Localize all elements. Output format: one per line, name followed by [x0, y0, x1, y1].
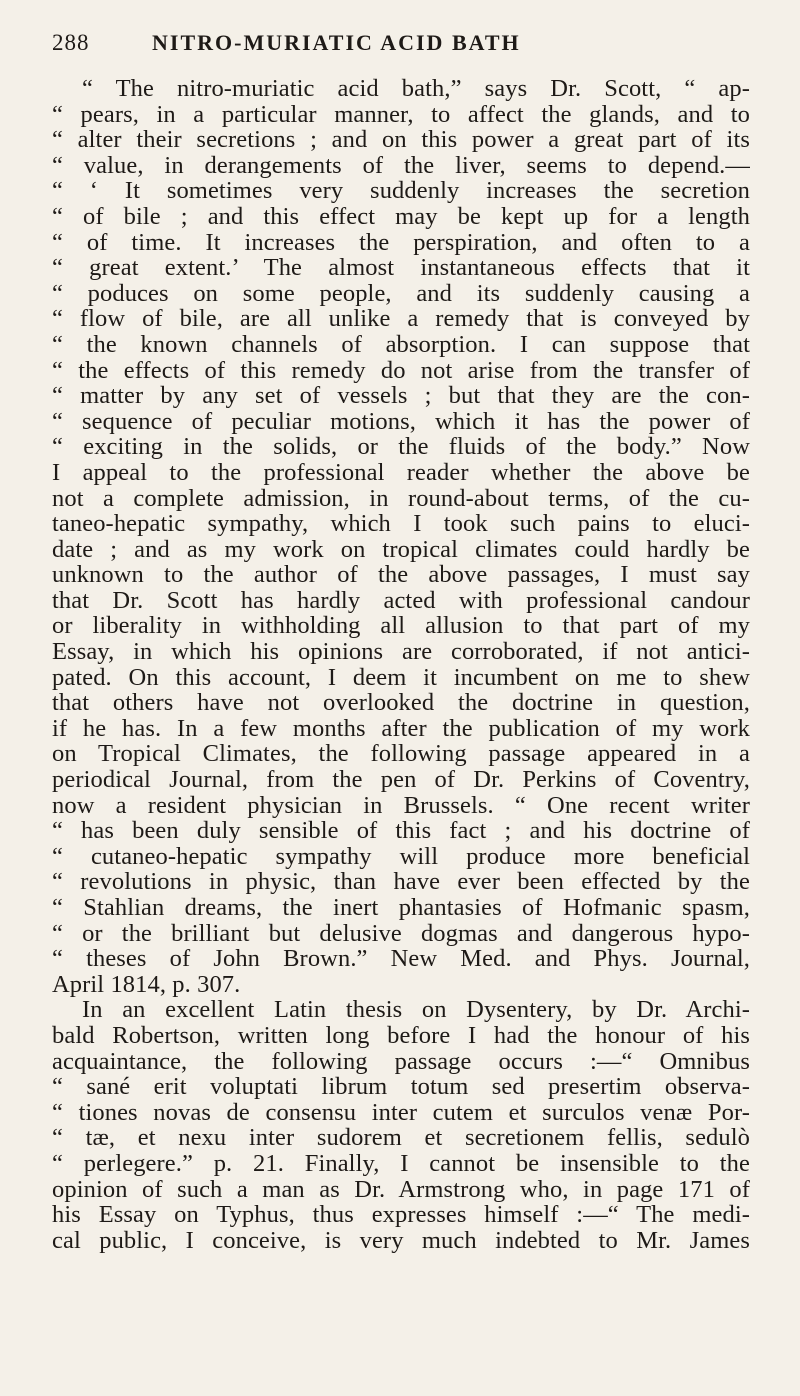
text-line: “ sané erit voluptati librum totum sed presertim observa- — [52, 1074, 750, 1100]
page-number: 288 — [52, 30, 90, 55]
text-line: “ cutaneo-hepatic sympathy will produce more beneficial — [52, 843, 750, 870]
text-line: acquaintance, the following passage occurs :—“ Omnibus — [52, 1048, 750, 1075]
text-line: now a resident physician in Brussels. “ One recent writer — [52, 792, 750, 819]
text-line: April 1814, p. 307. — [52, 971, 241, 998]
text-line: “ perlegere.” p. 21. Finally, I cannot be insensible to the — [52, 1150, 750, 1177]
text-line: unknown to the author of the above passages, I must say — [52, 562, 750, 588]
text-line: I appeal to the professional reader whether the above be — [52, 459, 750, 486]
text-line: periodical Journal, from the pen of Dr. Perkins of Coventry, — [52, 767, 750, 793]
text-line: “ flow of bile, are all unlike a remedy that is conveyed by — [52, 306, 750, 332]
text-line: cal public, I conceive, is very much indebted to Mr. James — [52, 1227, 750, 1254]
text-line: on Tropical Climates, the following passage appeared in a — [52, 741, 750, 768]
text-line: “ matter by any set of vessels ; but that they are the con- — [52, 383, 750, 409]
text-line: “ tiones novas de consensu inter cutem et surculos venæ Por- — [52, 1099, 750, 1126]
text-line: “ The nitro-muriatic acid bath,” says Dr. Scott, “ ap- — [82, 76, 750, 102]
text-line: “ sequence of peculiar motions, which it has the power of — [52, 408, 750, 435]
text-line: that Dr. Scott has hardly acted with professional candour — [52, 587, 750, 614]
text-line: “ pears, in a particular manner, to affect the glands, and to — [52, 101, 750, 128]
text-line: Essay, in which his opinions are corroborated, if not antici- — [52, 639, 750, 665]
text-line: “ alter their secretions ; and on this power a great part of its — [52, 127, 750, 153]
text-line: “ ‘ It sometimes very suddenly increases the secretion — [52, 178, 750, 204]
text-line: opinion of such a man as Dr. Armstrong who, in page 171 of — [52, 1176, 750, 1203]
text-line: In an excellent Latin thesis on Dysentery, by Dr. Archi- — [82, 997, 750, 1023]
text-line: if he has. In a few months after the publication of my work — [52, 715, 750, 742]
body-text — [52, 76, 750, 1253]
text-line: “ value, in derangements of the liver, seems to depend.— — [52, 152, 750, 179]
text-line: “ or the brilliant but delusive dogmas and dangerous hypo- — [52, 920, 750, 947]
text-line: or liberality in withholding all allusion to that part of my — [52, 613, 750, 640]
text-line: “ tæ, et nexu inter sudorem et secretionem fellis, sedulò — [52, 1125, 750, 1151]
text-line: “ of bile ; and this effect may be kept up for a length — [52, 203, 750, 230]
text-line: pated. On this account, I deem it incumbent on me to shew — [52, 664, 750, 691]
text-line: “ of time. It increases the perspiration, and often to a — [52, 229, 750, 256]
text-line: date ; and as my work on tropical climates could hardly be — [52, 536, 750, 563]
text-line: “ has been duly sensible of this fact ; and his doctrine of — [52, 818, 750, 844]
text-line: “ great extent.’ The almost instantaneous effects that it — [52, 255, 750, 281]
text-line: taneo-hepatic sympathy, which I took such pains to eluci- — [52, 511, 750, 537]
text-line: “ poduces on some people, and its suddenly causing a — [52, 280, 750, 307]
text-line: “ the effects of this remedy do not arise from the transfer of — [52, 357, 750, 384]
text-line: “ theses of John Brown.” New Med. and Phys. Journal, — [52, 946, 750, 972]
running-head: NITRO-MURIATIC ACID BATH — [152, 30, 521, 55]
text-line: “ the known channels of absorption. I can suppose that — [52, 331, 750, 358]
text-line: “ revolutions in physic, than have ever been effected by the — [52, 869, 750, 895]
text-line: that others have not overlooked the doctrine in question, — [52, 690, 750, 716]
text-line: “ exciting in the solids, or the fluids of the body.” Now — [52, 434, 750, 460]
text-line: “ Stahlian dreams, the inert phantasies of Hofmanic spasm, — [52, 895, 750, 921]
text-line: not a complete admission, in round-about terms, of the cu- — [52, 485, 750, 512]
page-header — [52, 30, 750, 76]
text-line: his Essay on Typhus, thus expresses himself :—“ The medi- — [52, 1202, 750, 1228]
text-line: bald Robertson, written long before I had the honour of his — [52, 1022, 750, 1049]
